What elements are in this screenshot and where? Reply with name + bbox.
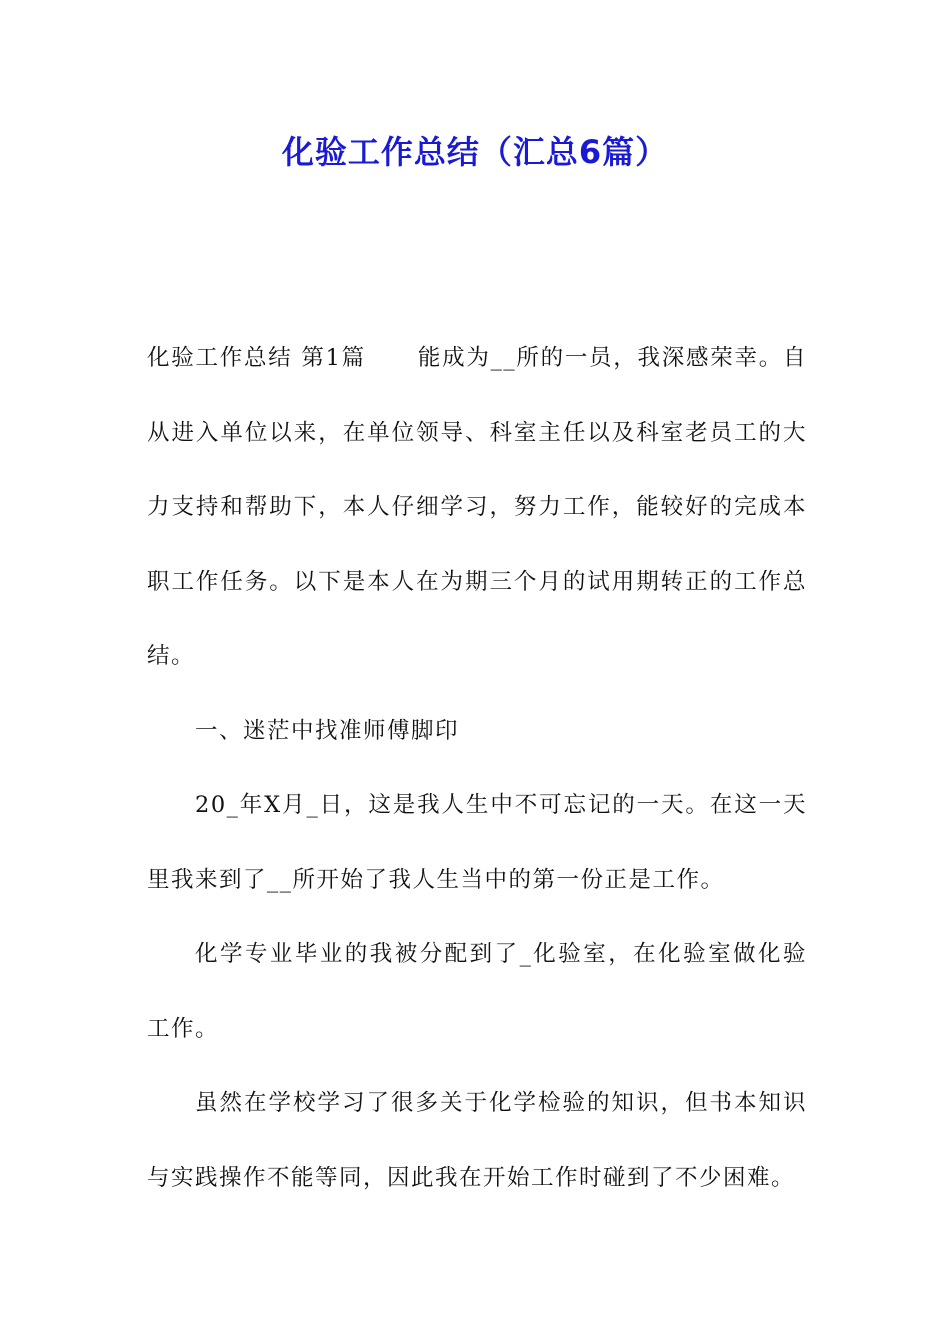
paragraph-text: 能成为__所的一员，我深感荣幸。自从进入单位以来，在单位领导、科室主任以及科室老员工的大力支持和帮助下，本人仔细学习，努力工作，能较好的完成本职工作任务。以下是本人在为期三个月的试用期转正的工作总结。 xyxy=(147,345,807,669)
subsection-heading: 一、迷茫中找准师傅脚印 xyxy=(195,717,460,744)
paragraph: 20_年X月_日，这是我人生中不可忘记的一天。在这一天里我来到了__所开始了我人生当中的第一份正是工作。 xyxy=(147,792,807,893)
paragraph: 化学专业毕业的我被分配到了_化验室，在化验室做化验工作。 xyxy=(147,941,807,1042)
document-body xyxy=(147,321,807,1215)
document-title: 化验工作总结（汇总6篇） xyxy=(281,133,669,171)
section-heading: 化验工作总结 第1篇 xyxy=(147,345,366,371)
paragraph-intro xyxy=(147,321,807,694)
paragraph: 虽然在学校学习了很多关于化学检验的知识，但书本知识与实践操作不能等同，因此我在开始工作时碰到了不少困难。 xyxy=(147,1090,807,1191)
